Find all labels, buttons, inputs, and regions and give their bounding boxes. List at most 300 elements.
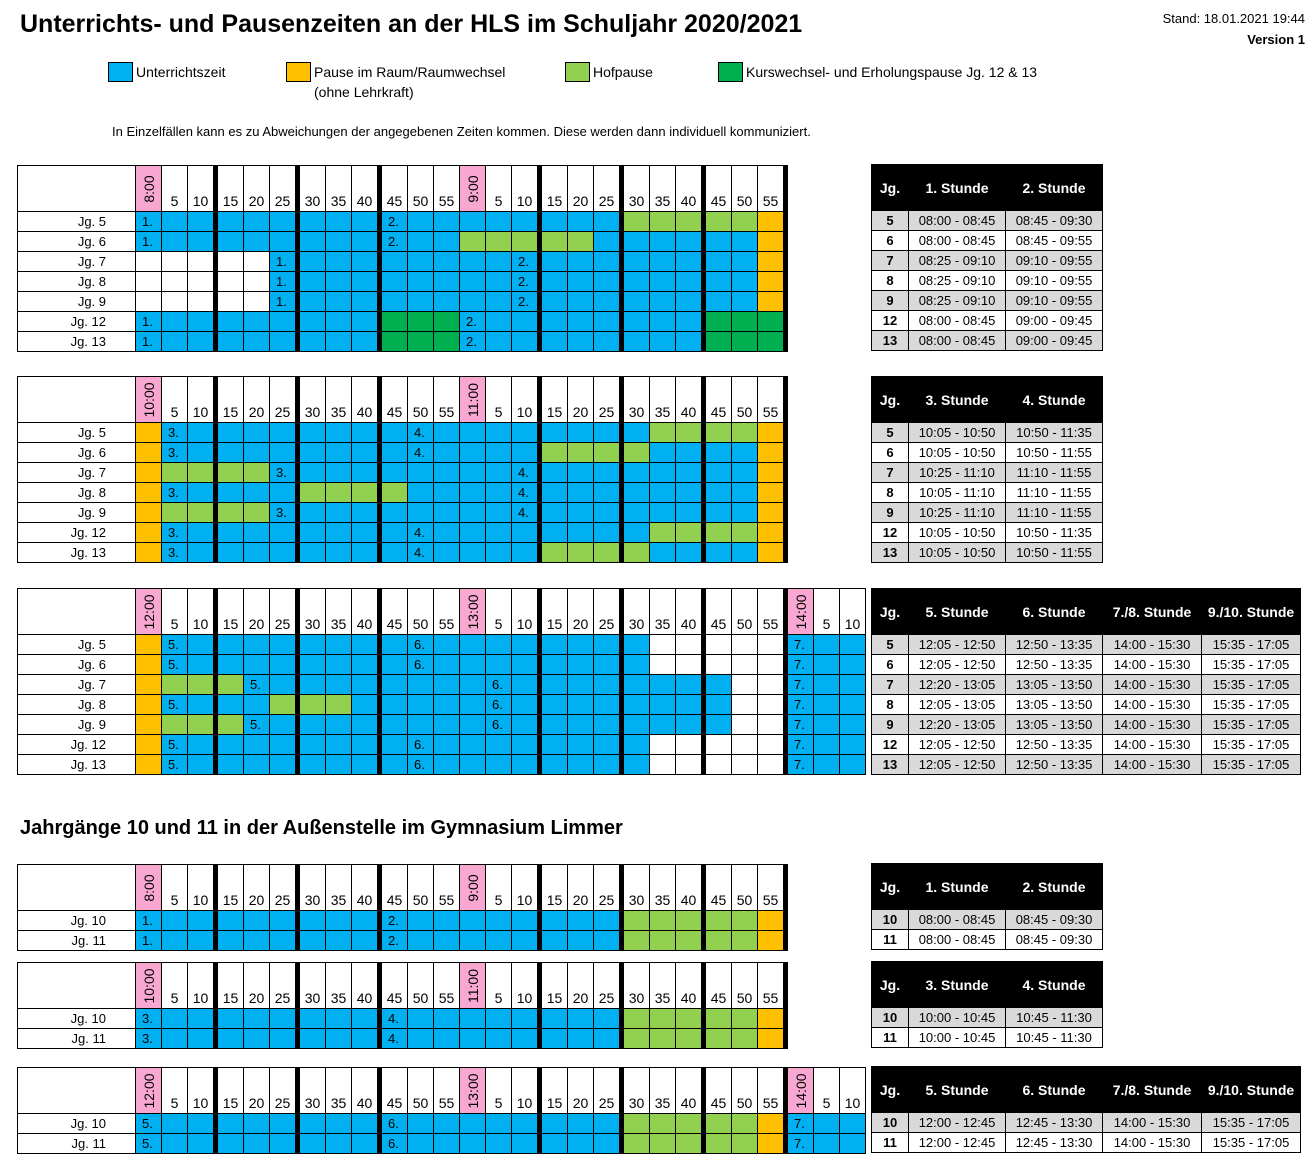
minute-header: 20 bbox=[568, 1068, 594, 1114]
grid-corner bbox=[18, 963, 136, 1009]
time-slot-cell bbox=[486, 212, 512, 232]
times-range-cell: 08:45 - 09:55 bbox=[1006, 231, 1103, 251]
legend-swatch bbox=[108, 62, 133, 82]
minute-header: 5 bbox=[162, 589, 188, 635]
time-slot-cell bbox=[326, 523, 352, 543]
time-slot-cell bbox=[460, 212, 486, 232]
time-slot-cell bbox=[434, 931, 460, 951]
time-slot-cell bbox=[298, 1009, 326, 1029]
times-range-cell: 13:05 - 13:50 bbox=[1006, 675, 1103, 695]
grid-row bbox=[18, 312, 786, 332]
time-slot-cell bbox=[486, 523, 512, 543]
time-slot-cell bbox=[650, 312, 676, 332]
minute-header: 15 bbox=[540, 589, 568, 635]
time-slot-cell bbox=[188, 1009, 216, 1029]
lesson-marker: 1. bbox=[270, 272, 298, 292]
time-slot-cell bbox=[594, 675, 622, 695]
times-header-cell: 6. Stunde bbox=[1006, 589, 1103, 635]
time-slot-cell bbox=[840, 755, 866, 775]
lesson-marker: 5. bbox=[136, 1134, 162, 1154]
times-header-row bbox=[872, 377, 1103, 423]
time-slot-cell bbox=[216, 292, 244, 312]
times-header-row bbox=[872, 1067, 1301, 1113]
minute-header: 5 bbox=[486, 865, 512, 911]
time-slot-cell bbox=[326, 735, 352, 755]
time-slot-cell bbox=[676, 332, 704, 352]
grade-label: Jg. 8 bbox=[18, 483, 136, 503]
lesson-marker: 7. bbox=[786, 755, 814, 775]
time-slot-cell bbox=[512, 715, 540, 735]
times-grade-cell: 11 bbox=[872, 930, 909, 950]
time-slot-cell bbox=[758, 443, 786, 463]
minute-header: 50 bbox=[732, 589, 758, 635]
time-slot-cell bbox=[594, 443, 622, 463]
time-slot-cell bbox=[540, 232, 568, 252]
times-range-cell: 10:50 - 11:35 bbox=[1006, 523, 1103, 543]
time-slot-cell bbox=[512, 1009, 540, 1029]
time-slot-cell bbox=[622, 292, 650, 312]
time-slot-cell bbox=[352, 1009, 380, 1029]
lesson-marker: 3. bbox=[162, 523, 188, 543]
time-slot-cell bbox=[732, 212, 758, 232]
lesson-marker: 3. bbox=[270, 503, 298, 523]
time-slot-cell bbox=[136, 483, 162, 503]
lesson-marker: 4. bbox=[408, 423, 434, 443]
minute-header: 30 bbox=[622, 963, 650, 1009]
grid-row bbox=[18, 931, 786, 951]
time-slot-cell bbox=[704, 911, 732, 931]
times-range-cell: 09:10 - 09:55 bbox=[1006, 291, 1103, 311]
time-slot-cell bbox=[298, 1029, 326, 1049]
time-slot-cell bbox=[326, 755, 352, 775]
time-slot-cell bbox=[460, 735, 486, 755]
time-slot-cell bbox=[352, 272, 380, 292]
time-slot-cell bbox=[244, 755, 270, 775]
minute-header: 30 bbox=[298, 166, 326, 212]
time-slot-cell bbox=[188, 911, 216, 931]
minute-header: 35 bbox=[326, 589, 352, 635]
grid-row bbox=[18, 332, 786, 352]
times-row bbox=[872, 503, 1103, 523]
time-slot-cell bbox=[758, 503, 786, 523]
times-range-cell: 12:45 - 13:30 bbox=[1006, 1113, 1103, 1133]
time-slot-cell bbox=[434, 1134, 460, 1154]
minute-header: 55 bbox=[758, 377, 786, 423]
grid-row bbox=[18, 463, 786, 483]
time-slot-cell bbox=[622, 655, 650, 675]
minute-header: 55 bbox=[758, 1068, 786, 1114]
hour-label: 11:00 bbox=[464, 382, 481, 417]
time-slot-cell bbox=[732, 1114, 758, 1134]
time-slot-cell bbox=[408, 1134, 434, 1154]
time-slot-cell bbox=[352, 715, 380, 735]
lesson-marker: 1. bbox=[270, 252, 298, 272]
lesson-marker: 5. bbox=[136, 1114, 162, 1134]
times-header-cell: Jg. bbox=[872, 962, 909, 1008]
time-slot-cell bbox=[460, 252, 486, 272]
time-slot-cell bbox=[136, 715, 162, 735]
time-slot-cell bbox=[408, 503, 434, 523]
time-slot-cell bbox=[540, 715, 568, 735]
time-slot-cell bbox=[704, 292, 732, 312]
minute-header: 10 bbox=[840, 589, 866, 635]
minute-header: 10 bbox=[188, 963, 216, 1009]
time-slot-cell bbox=[814, 695, 840, 715]
hour-label: 14:00 bbox=[792, 1072, 809, 1109]
minute-header: 5 bbox=[162, 377, 188, 423]
time-slot-cell bbox=[326, 1114, 352, 1134]
time-slot-cell bbox=[244, 1029, 270, 1049]
time-slot-cell bbox=[380, 543, 408, 563]
time-slot-cell bbox=[162, 675, 188, 695]
time-slot-cell bbox=[758, 463, 786, 483]
grade-label: Jg. 12 bbox=[18, 735, 136, 755]
time-slot-cell bbox=[244, 1009, 270, 1029]
time-slot-cell bbox=[244, 252, 270, 272]
time-slot-cell bbox=[676, 1029, 704, 1049]
schedule-grid-limmer-1 bbox=[17, 864, 788, 951]
time-slot-cell bbox=[380, 252, 408, 272]
time-slot-cell bbox=[568, 675, 594, 695]
time-slot-cell bbox=[704, 423, 732, 443]
times-header-cell: 2. Stunde bbox=[1006, 165, 1103, 211]
time-slot-cell bbox=[814, 655, 840, 675]
time-slot-cell bbox=[188, 332, 216, 352]
time-slot-cell bbox=[298, 755, 326, 775]
minute-header: 55 bbox=[434, 1068, 460, 1114]
time-slot-cell bbox=[352, 695, 380, 715]
hour-header bbox=[460, 589, 486, 635]
time-slot-cell bbox=[326, 443, 352, 463]
times-range-cell: 14:00 - 15:30 bbox=[1103, 715, 1202, 735]
times-grade-cell: 12 bbox=[872, 311, 909, 331]
grid-corner bbox=[18, 1068, 136, 1114]
times-range-cell: 12:20 - 13:05 bbox=[909, 675, 1006, 695]
time-slot-cell bbox=[594, 635, 622, 655]
grid-row bbox=[18, 443, 786, 463]
time-slot-cell bbox=[460, 635, 486, 655]
minute-header: 25 bbox=[594, 865, 622, 911]
time-slot-cell bbox=[676, 735, 704, 755]
time-slot-cell bbox=[188, 931, 216, 951]
time-slot-cell bbox=[188, 655, 216, 675]
time-slot-cell bbox=[732, 483, 758, 503]
time-slot-cell bbox=[622, 312, 650, 332]
time-slot-cell bbox=[352, 212, 380, 232]
time-slot-cell bbox=[136, 463, 162, 483]
time-slot-cell bbox=[568, 312, 594, 332]
stand-date: Stand: 18.01.2021 19:44 bbox=[1162, 11, 1305, 26]
minute-header: 40 bbox=[676, 377, 704, 423]
times-header-cell: 4. Stunde bbox=[1006, 962, 1103, 1008]
time-slot-cell bbox=[758, 675, 786, 695]
time-slot-cell bbox=[216, 523, 244, 543]
minute-header: 30 bbox=[622, 1068, 650, 1114]
time-slot-cell bbox=[650, 523, 676, 543]
times-range-cell: 14:00 - 15:30 bbox=[1103, 1133, 1202, 1153]
minute-header: 5 bbox=[162, 1068, 188, 1114]
time-slot-cell bbox=[650, 1009, 676, 1029]
time-slot-cell bbox=[352, 1029, 380, 1049]
minute-header: 10 bbox=[188, 589, 216, 635]
times-range-cell: 08:25 - 09:10 bbox=[909, 291, 1006, 311]
minute-header: 15 bbox=[216, 963, 244, 1009]
times-range-cell: 10:45 - 11:30 bbox=[1006, 1008, 1103, 1028]
times-range-cell: 10:05 - 11:10 bbox=[909, 483, 1006, 503]
minute-header: 50 bbox=[408, 865, 434, 911]
time-slot-cell bbox=[486, 735, 512, 755]
time-slot-cell bbox=[216, 715, 244, 735]
times-grade-cell: 10 bbox=[872, 910, 909, 930]
times-range-cell: 14:00 - 15:30 bbox=[1103, 655, 1202, 675]
time-slot-cell bbox=[676, 232, 704, 252]
time-slot-cell bbox=[512, 332, 540, 352]
time-slot-cell bbox=[540, 931, 568, 951]
times-range-cell: 14:00 - 15:30 bbox=[1103, 675, 1202, 695]
time-slot-cell bbox=[676, 931, 704, 951]
time-slot-cell bbox=[460, 272, 486, 292]
time-slot-cell bbox=[434, 715, 460, 735]
time-slot-cell bbox=[298, 252, 326, 272]
time-slot-cell bbox=[326, 543, 352, 563]
time-slot-cell bbox=[594, 1114, 622, 1134]
time-slot-cell bbox=[408, 312, 434, 332]
time-slot-cell bbox=[704, 212, 732, 232]
time-slot-cell bbox=[594, 312, 622, 332]
grid-header-row bbox=[18, 166, 786, 212]
times-row bbox=[872, 1113, 1301, 1133]
times-row bbox=[872, 910, 1103, 930]
times-range-cell: 12:50 - 13:35 bbox=[1006, 635, 1103, 655]
time-slot-cell bbox=[540, 675, 568, 695]
time-slot-cell bbox=[162, 232, 188, 252]
time-slot-cell bbox=[732, 523, 758, 543]
time-slot-cell bbox=[298, 503, 326, 523]
time-slot-cell bbox=[162, 503, 188, 523]
time-slot-cell bbox=[244, 232, 270, 252]
time-slot-cell bbox=[568, 755, 594, 775]
minute-header: 15 bbox=[540, 377, 568, 423]
grid-corner bbox=[18, 589, 136, 635]
time-slot-cell bbox=[704, 1029, 732, 1049]
time-slot-cell bbox=[216, 483, 244, 503]
time-slot-cell bbox=[732, 1009, 758, 1029]
time-slot-cell bbox=[486, 443, 512, 463]
time-slot-cell bbox=[594, 543, 622, 563]
time-slot-cell bbox=[512, 911, 540, 931]
time-slot-cell bbox=[650, 503, 676, 523]
lesson-marker: 2. bbox=[460, 312, 486, 332]
times-header-cell: 5. Stunde bbox=[909, 589, 1006, 635]
time-slot-cell bbox=[270, 1134, 298, 1154]
minute-header: 15 bbox=[540, 865, 568, 911]
time-slot-cell bbox=[352, 635, 380, 655]
time-slot-cell bbox=[460, 1114, 486, 1134]
minute-header: 5 bbox=[162, 963, 188, 1009]
grade-label: Jg. 12 bbox=[18, 523, 136, 543]
times-range-cell: 08:25 - 09:10 bbox=[909, 251, 1006, 271]
time-slot-cell bbox=[732, 232, 758, 252]
times-row bbox=[872, 331, 1103, 351]
time-slot-cell bbox=[594, 911, 622, 931]
time-slot-cell bbox=[676, 272, 704, 292]
time-slot-cell bbox=[650, 911, 676, 931]
minute-header: 20 bbox=[244, 589, 270, 635]
time-slot-cell bbox=[650, 1029, 676, 1049]
times-range-cell: 08:45 - 09:30 bbox=[1006, 910, 1103, 930]
times-grade-cell: 8 bbox=[872, 483, 909, 503]
time-slot-cell bbox=[814, 715, 840, 735]
hour-label: 9:00 bbox=[464, 873, 481, 902]
time-slot-cell bbox=[758, 931, 786, 951]
times-header-cell: 7./8. Stunde bbox=[1103, 1067, 1202, 1113]
times-grade-cell: 12 bbox=[872, 523, 909, 543]
minute-header: 30 bbox=[298, 963, 326, 1009]
time-slot-cell bbox=[162, 715, 188, 735]
time-slot-cell bbox=[460, 543, 486, 563]
time-slot-cell bbox=[650, 1134, 676, 1154]
times-header-row bbox=[872, 962, 1103, 1008]
time-slot-cell bbox=[188, 252, 216, 272]
time-slot-cell bbox=[188, 503, 216, 523]
time-slot-cell bbox=[270, 655, 298, 675]
grade-label: Jg. 7 bbox=[18, 675, 136, 695]
time-slot-cell bbox=[188, 1029, 216, 1049]
time-slot-cell bbox=[622, 443, 650, 463]
time-slot-cell bbox=[326, 212, 352, 232]
time-slot-cell bbox=[594, 1009, 622, 1029]
time-slot-cell bbox=[244, 423, 270, 443]
time-slot-cell bbox=[732, 503, 758, 523]
lesson-marker: 5. bbox=[162, 695, 188, 715]
minute-header: 25 bbox=[594, 589, 622, 635]
time-slot-cell bbox=[136, 675, 162, 695]
times-table-limmer-5-10 bbox=[871, 1066, 1301, 1153]
times-range-cell: 15:35 - 17:05 bbox=[1202, 695, 1301, 715]
time-slot-cell bbox=[594, 931, 622, 951]
time-slot-cell bbox=[188, 212, 216, 232]
lesson-marker: 2. bbox=[380, 212, 408, 232]
times-header-row bbox=[872, 589, 1301, 635]
time-slot-cell bbox=[326, 715, 352, 735]
lesson-marker: 4. bbox=[408, 543, 434, 563]
times-range-cell: 15:35 - 17:05 bbox=[1202, 1133, 1301, 1153]
times-range-cell: 12:50 - 13:35 bbox=[1006, 755, 1103, 775]
time-slot-cell bbox=[594, 292, 622, 312]
times-range-cell: 15:35 - 17:05 bbox=[1202, 635, 1301, 655]
time-slot-cell bbox=[188, 463, 216, 483]
time-slot-cell bbox=[188, 483, 216, 503]
grade-label: Jg. 12 bbox=[18, 312, 136, 332]
times-range-cell: 09:10 - 09:55 bbox=[1006, 251, 1103, 271]
schedule-grid-morning-1 bbox=[17, 165, 788, 352]
time-slot-cell bbox=[676, 463, 704, 483]
time-slot-cell bbox=[326, 1009, 352, 1029]
times-range-cell: 13:05 - 13:50 bbox=[1006, 715, 1103, 735]
time-slot-cell bbox=[676, 523, 704, 543]
grid-corner bbox=[18, 377, 136, 423]
times-range-cell: 12:45 - 13:30 bbox=[1006, 1133, 1103, 1153]
time-slot-cell bbox=[568, 423, 594, 443]
time-slot-cell bbox=[758, 312, 786, 332]
time-slot-cell bbox=[270, 635, 298, 655]
time-slot-cell bbox=[460, 911, 486, 931]
minute-header: 30 bbox=[622, 865, 650, 911]
time-slot-cell bbox=[486, 232, 512, 252]
minute-header: 55 bbox=[434, 865, 460, 911]
hour-header bbox=[460, 166, 486, 212]
time-slot-cell bbox=[460, 1134, 486, 1154]
time-slot-cell bbox=[732, 931, 758, 951]
grid-row bbox=[18, 695, 866, 715]
time-slot-cell bbox=[758, 232, 786, 252]
minute-header: 35 bbox=[326, 166, 352, 212]
hour-header bbox=[786, 1068, 814, 1114]
time-slot-cell bbox=[188, 675, 216, 695]
time-slot-cell bbox=[758, 423, 786, 443]
time-slot-cell bbox=[434, 232, 460, 252]
time-slot-cell bbox=[540, 695, 568, 715]
times-range-cell: 12:50 - 13:35 bbox=[1006, 655, 1103, 675]
time-slot-cell bbox=[216, 312, 244, 332]
time-slot-cell bbox=[758, 635, 786, 655]
time-slot-cell bbox=[408, 675, 434, 695]
minute-header: 10 bbox=[840, 1068, 866, 1114]
time-slot-cell bbox=[622, 503, 650, 523]
minute-header: 25 bbox=[594, 963, 622, 1009]
time-slot-cell bbox=[352, 332, 380, 352]
time-slot-cell bbox=[216, 1114, 244, 1134]
lesson-marker: 5. bbox=[244, 715, 270, 735]
time-slot-cell bbox=[244, 463, 270, 483]
time-slot-cell bbox=[676, 212, 704, 232]
times-row bbox=[872, 1133, 1301, 1153]
legend-label: Unterrichtszeit bbox=[136, 64, 226, 80]
time-slot-cell bbox=[216, 931, 244, 951]
time-slot-cell bbox=[216, 212, 244, 232]
time-slot-cell bbox=[704, 232, 732, 252]
time-slot-cell bbox=[408, 232, 434, 252]
time-slot-cell bbox=[758, 332, 786, 352]
legend-label bbox=[314, 62, 505, 102]
time-slot-cell bbox=[326, 232, 352, 252]
hour-label: 14:00 bbox=[792, 593, 809, 630]
times-grade-cell: 5 bbox=[872, 423, 909, 443]
time-slot-cell bbox=[136, 272, 162, 292]
time-slot-cell bbox=[408, 292, 434, 312]
time-slot-cell bbox=[594, 212, 622, 232]
lesson-marker: 7. bbox=[786, 675, 814, 695]
time-slot-cell bbox=[188, 543, 216, 563]
minute-header: 30 bbox=[298, 589, 326, 635]
minute-header: 45 bbox=[380, 1068, 408, 1114]
time-slot-cell bbox=[732, 463, 758, 483]
grid-row bbox=[18, 272, 786, 292]
minute-header: 15 bbox=[216, 589, 244, 635]
time-slot-cell bbox=[434, 543, 460, 563]
time-slot-cell bbox=[512, 655, 540, 675]
lesson-marker: 1. bbox=[136, 931, 162, 951]
time-slot-cell bbox=[460, 503, 486, 523]
times-range-cell: 11:10 - 11:55 bbox=[1006, 463, 1103, 483]
time-slot-cell bbox=[622, 715, 650, 735]
time-slot-cell bbox=[732, 443, 758, 463]
minute-header: 55 bbox=[434, 166, 460, 212]
time-slot-cell bbox=[486, 1114, 512, 1134]
time-slot-cell bbox=[216, 332, 244, 352]
time-slot-cell bbox=[216, 443, 244, 463]
times-grade-cell: 11 bbox=[872, 1028, 909, 1048]
